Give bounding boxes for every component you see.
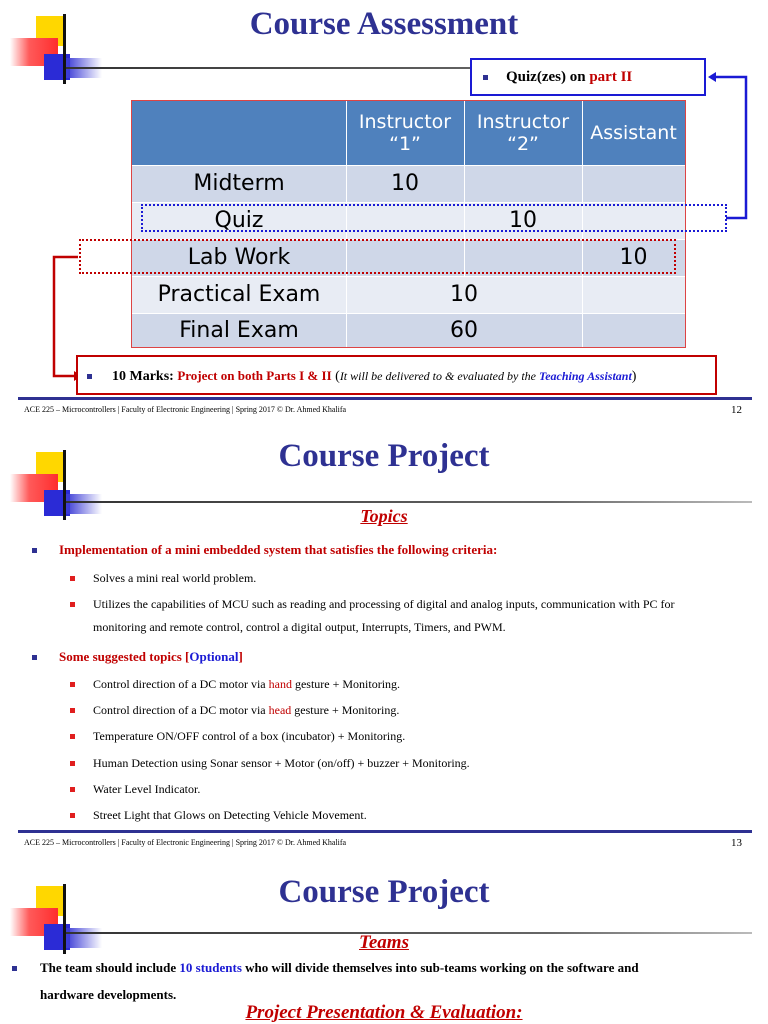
topic-item: [93, 703, 399, 718]
slide-title: Course Project: [278, 874, 490, 910]
table-row: [132, 314, 685, 347]
row-label: Practical Exam: [157, 282, 321, 307]
optional-label: Optional: [189, 649, 239, 664]
topic-highlight: head: [268, 703, 292, 717]
labwork-highlight-box: [79, 239, 676, 274]
topic-item: [93, 677, 400, 692]
bracket-close: ]: [238, 649, 243, 664]
team-text: The team should include: [40, 960, 180, 975]
team-text: who will divide themselves into sub-teams working on the software and: [241, 960, 639, 975]
slide-title: Course Assessment: [249, 6, 519, 42]
footer-rule: [18, 830, 752, 833]
footer-text: ACE 225 – Microcontrollers | Faculty of Electronic Engineering | Spring 2017 © Dr. Ahmed Khalifa: [24, 405, 347, 414]
criteria-item: Solves a mini real world problem.: [93, 571, 257, 585]
footer-rule: [18, 397, 752, 400]
topic-text: gesture + Monitoring.: [291, 703, 400, 717]
cell-value: 10: [509, 208, 537, 233]
row-label: Quiz: [214, 208, 264, 233]
criteria-item-continued: monitoring and remote control, control a digital output, Interrupts, Timers, and PWM.: [93, 620, 506, 634]
page-number: 12: [731, 404, 742, 416]
table-row: [132, 277, 685, 313]
page-number: 13: [731, 837, 742, 849]
topic-text: Control direction of a DC motor via: [93, 677, 269, 691]
topic-item: Temperature ON/OFF control of a box (incubator) + Monitoring.: [93, 729, 406, 743]
callout-quiz-part2: [470, 58, 706, 96]
slide-course-assessment: [0, 0, 768, 420]
team-bullet: [40, 960, 639, 976]
cell-value: [464, 166, 582, 202]
section-subtitle: Teams: [359, 932, 409, 953]
slide-course-project-topics: [0, 426, 768, 850]
topic-highlight: hand: [268, 677, 292, 691]
delivery-note: It will be delivered to & evaluated by the: [339, 369, 539, 383]
footer-text: ACE 225 – Microcontrollers | Faculty of Electronic Engineering | Spring 2017 © Dr. Ahmed Khalifa: [24, 838, 347, 847]
topic-item: Street Light that Glows on Detecting Vehicle Movement.: [93, 808, 367, 822]
cell-value: [582, 277, 685, 313]
cell-value: 10: [450, 282, 478, 307]
row-label: Lab Work: [187, 245, 291, 270]
table-row: [132, 166, 685, 202]
cell-value: [582, 314, 685, 347]
slide-title: Course Project: [278, 438, 490, 474]
header-assistant: Assistant: [590, 122, 677, 144]
paren-open: (: [331, 369, 340, 384]
header-instructor1-a: Instructor: [358, 111, 452, 133]
section-subtitle-evaluation: Project Presentation & Evaluation:: [245, 1002, 523, 1023]
team-size-highlight: 10 students: [179, 960, 242, 975]
row-label: Final Exam: [179, 318, 299, 343]
cell-value: [582, 166, 685, 202]
topic-text: Control direction of a DC motor via: [93, 703, 269, 717]
paren-close: ): [631, 369, 637, 384]
cell-value: 10: [391, 171, 419, 196]
criteria-item: Utilizes the capabilities of MCU such as reading and processing of digital and analog inputs, communication with PC for: [93, 597, 675, 611]
quiz-highlight-box: [141, 204, 727, 232]
row-label: Midterm: [193, 171, 285, 196]
cell-value: 60: [450, 318, 478, 343]
suggested-topics-bullet: [59, 649, 243, 665]
topic-item: Water Level Indicator.: [93, 782, 201, 796]
criteria-bullet: Implementation of a mini embedded system that satisfies the following criteria:: [59, 542, 498, 557]
callout-quiz-text: Quiz(zes) on: [506, 69, 590, 85]
section-subtitle: Topics: [360, 506, 408, 526]
project-parts-text: Project on both Parts I & II: [177, 368, 332, 383]
header-instructor1-b: “1”: [389, 133, 421, 155]
callout-project-marks: [76, 355, 717, 395]
callout-part2-text: part II: [589, 69, 633, 85]
topic-text: gesture + Monitoring.: [291, 677, 401, 691]
team-bullet-continued: hardware developments.: [40, 987, 177, 1002]
table-header: [132, 101, 685, 165]
suggested-topics-label: Some suggested topics [: [59, 649, 190, 664]
topic-item: Human Detection using Sonar sensor + Motor (on/off) + buzzer + Monitoring.: [93, 756, 470, 770]
title-rule: [66, 501, 752, 503]
slide-course-project-teams: [0, 860, 768, 1024]
header-instructor2-b: “2”: [507, 133, 539, 155]
cell-value: 10: [619, 245, 648, 270]
header-instructor2-a: Instructor: [476, 111, 570, 133]
marks-label: 10 Marks:: [112, 369, 174, 384]
teaching-assistant-text: Teaching Assistant: [538, 369, 632, 383]
